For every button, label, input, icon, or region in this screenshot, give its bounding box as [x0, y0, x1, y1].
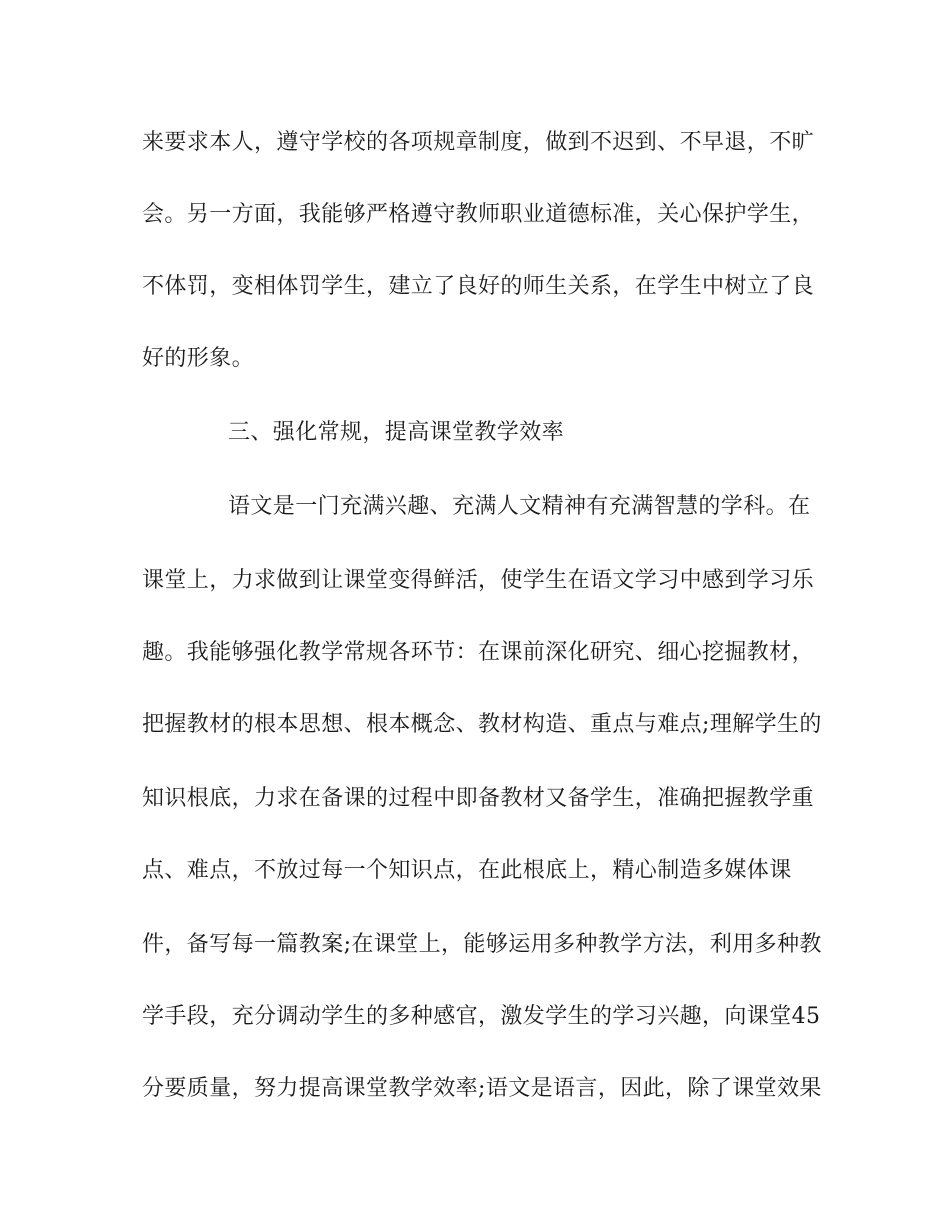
paragraph-line: 语文是一门充满兴趣、充满人文精神有充满智慧的学科。在	[228, 494, 811, 519]
paragraph-line: 不体罚，变相体罚学生，建立了良好的师生关系，在学生中树立了良	[142, 274, 815, 299]
paragraph-line: 课堂上，力求做到让课堂变得鲜活，使学生在语文学习中感到学习乐	[142, 568, 815, 593]
paragraph-line: 分要质量，努力提高课堂教学效率;语文是语言，因此，除了课堂效果	[142, 1076, 822, 1101]
paragraph-line: 学手段，充分调动学生的多种感官，激发学生的学习兴趣，向课堂45	[142, 1004, 821, 1029]
paragraph-line: 知识根底，力求在备课的过程中即备教材又备学生，准确把握教学重	[142, 786, 815, 811]
paragraph-line: 把握教材的根本思想、根本概念、教材构造、重点与难点;理解学生的	[142, 712, 822, 737]
paragraph-line: 来要求本人，遵守学校的各项规章制度，做到不迟到、不早退，不旷	[142, 130, 815, 155]
paragraph-line: 趣。我能够强化教学常规各环节：在课前深化研究、细心挖掘教材，	[142, 640, 815, 665]
paragraph-line: 件，备写每一篇教案;在课堂上，能够运用多种教学方法，利用多种教	[142, 932, 822, 957]
paragraph-line: 好的形象。	[142, 346, 255, 371]
section-heading: 三、强化常规，提高课堂教学效率	[228, 420, 565, 445]
paragraph-line: 会。另一方面，我能够严格遵守教师职业道德标准，关心保护学生，	[142, 202, 815, 227]
paragraph-line: 点、难点，不放过每一个知识点，在此根底上，精心制造多媒体课	[142, 858, 792, 883]
